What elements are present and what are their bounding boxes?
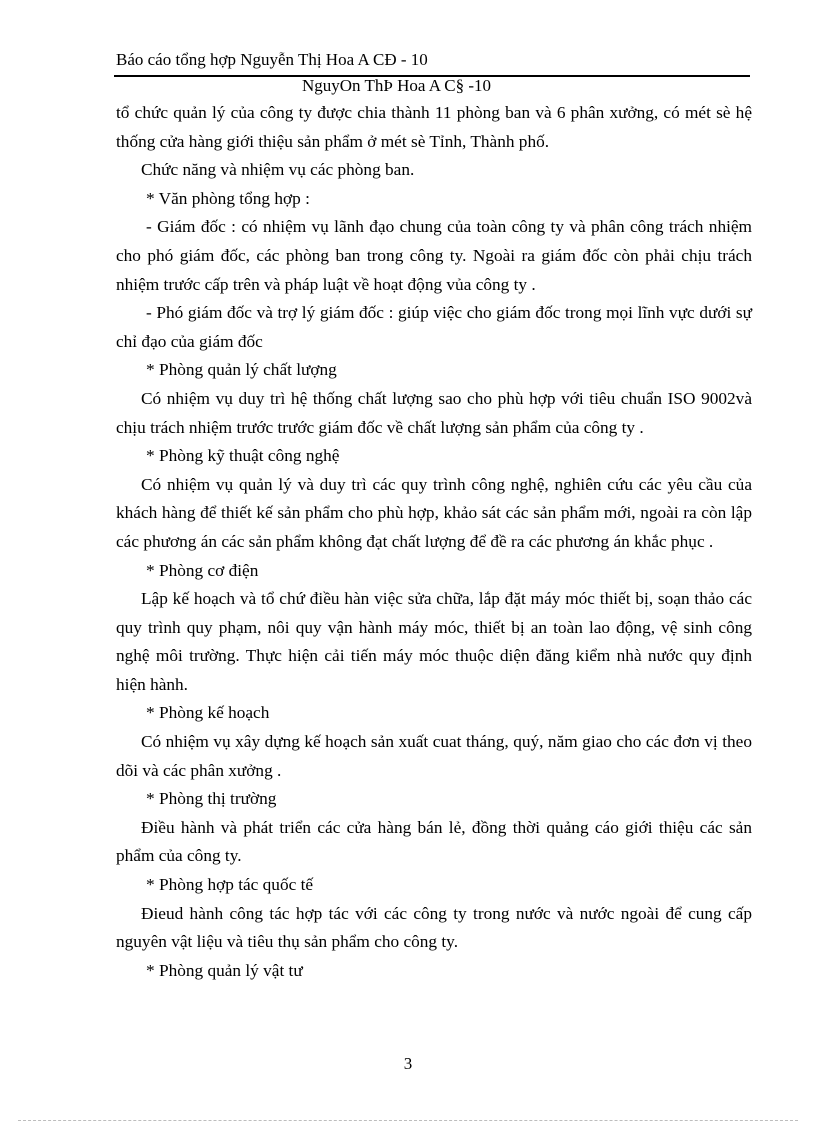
section-heading: * Văn phòng tổng hợp : (146, 188, 310, 208)
section-heading: * Phòng kế hoạch (146, 703, 270, 723)
paragraph: tổ chức quản lý của công ty được chia thành 11 phòng ban và 6 phân xưởng, có mét sè hệ thống cửa hàng giới thiệu sản phẩm ở mét sè Tỉnh, Thành phố. (116, 103, 752, 151)
paragraph: Chức năng và nhiệm vụ các phòng ban. (141, 160, 415, 180)
paragraph: Có nhiệm vụ quản lý và duy trì các quy trình công nghệ, nghiên cứu các yêu cầu của khách hàng để thiết kế sản phẩm cho phù hợp, khảo sát các sản phẩm mới, ngoài ra còn lập các phương án các sản phẩm không đạt chất lượng để đề ra các phương án khắc phục . (116, 474, 752, 551)
page-number: 3 (403, 1054, 413, 1073)
section-heading: * Phòng quản lý vật tư (146, 960, 303, 980)
paragraph: Điều hành và phát triển các cửa hàng bán lẻ, đồng thời quảng cáo giới thiệu các sản phẩm của công ty. (116, 817, 752, 866)
section-heading: * Phòng hợp tác quốc tế (146, 875, 314, 895)
paragraph: Có nhiệm vụ xây dựng kế hoạch sản xuất cuat tháng, quý, năm giao cho các đơn vị theo dõi và các phân xưởng . (116, 732, 752, 780)
running-header: Báo cáo tổng hợp Nguyễn Thị Hoa A CĐ - 10 (116, 50, 428, 69)
paragraph: - Phó giám đốc và trợ lý giám đốc : giúp việc cho giám đốc trong mọi lĩnh vực dưới sự chỉ đạo của giám đốc (116, 303, 752, 351)
section-heading: * Phòng kỹ thuật công nghệ (146, 446, 340, 466)
page-bottom-border (18, 1120, 798, 1121)
section-heading: * Phòng thị trường (146, 789, 277, 809)
section-heading: * Phòng quản lý chất lượng (146, 360, 337, 380)
paragraph: Đieud hành công tác hợp tác với các công ty trong nước và nước ngoài để cung cấp nguyên vật liệu và tiêu thụ sản phẩm cho công ty. (116, 903, 752, 952)
paragraph: Lập kế hoạch và tổ chứ điều hàn việc sửa chữa, lắp đặt máy móc thiết bị, soạn thảo các quy trình quy phạm, nôi quy vận hành máy móc, thiết bị an toàn lao động, vệ sinh công nghệ môi trường. Thực hiện cải tiến máy móc thuộc diện đăng kiểm nhà nước quy định hiện hành. (116, 589, 752, 694)
paragraph: Có nhiệm vụ duy trì hệ thống chất lượng sao cho phù hợp với tiêu chuẩn ISO 9002và chịu trách nhiệm trước trước giám đốc về chất lượng sản phẩm của công ty . (116, 388, 752, 437)
body-text (116, 99, 752, 985)
running-header-garbled: NguyOn ThÞ Hoa A C§ -10 (302, 76, 492, 95)
paragraph: - Giám đốc : có nhiệm vụ lãnh đạo chung của toàn công ty và phân công trách nhiệm cho phó giám đốc, các phòng ban trong công ty. Ngoài ra giám đốc còn phải chịu trách nhiệm trước cấp trên và pháp luật về hoạt động vủa công ty . (116, 217, 752, 294)
section-heading: * Phòng cơ điện (146, 560, 259, 580)
